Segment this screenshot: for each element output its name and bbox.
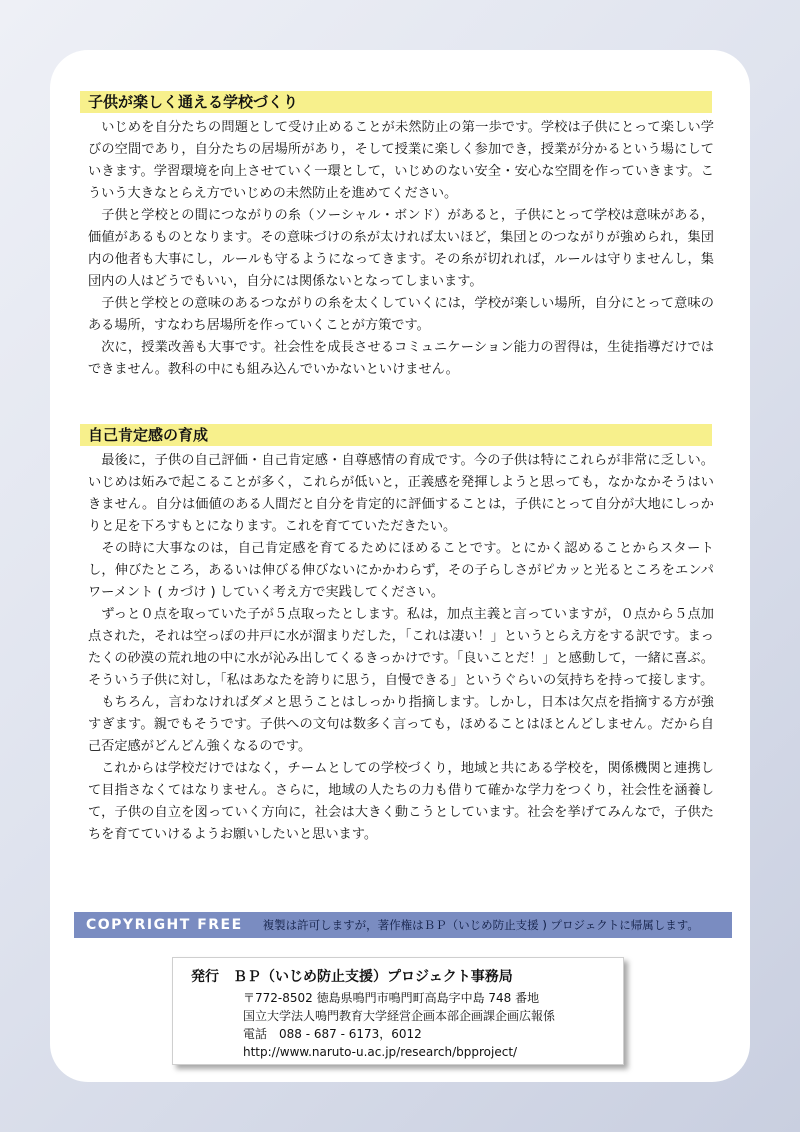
paragraph: いじめを自分たちの問題として受け止めることが未然防止の第一歩です。学校は子供にとって楽しい学びの空間であり，自分たちの居場所があり，そして授業に楽しく参加でき，授業が分かるという場にしていきます。学習環境を向上させていく一環として，いじめのない安全・安心な空間を作っていきます。こういう大きなとらえ方でいじめの未然防止を進めてください。	[88, 120, 714, 201]
publisher-organization: 国立大学法人鳴門教育大学経営企画本部企画課企画広報係	[243, 1009, 556, 1023]
section-heading-school: 子供が楽しく通える学校づくり	[80, 91, 712, 113]
publisher-url[interactable]: http://www.naruto-u.ac.jp/research/bpproject/	[243, 1045, 518, 1059]
copyright-bar	[74, 912, 732, 938]
publisher-label: 発行	[191, 969, 219, 985]
copyright-title: COPYRIGHT FREE	[86, 917, 243, 933]
copyright-note: 複製は許可しますが，著作権はＢＰ（いじめ防止支援 ) プロジェクトに帰属します。	[262, 918, 699, 932]
paragraph: 最後に，子供の自己評価・自己肯定感・自尊感情の育成です。今の子供は特にこれらが非常に乏しい。いじめは妬みで起こることが多く，これらが低いと，正義感を発揮しようと思っても，なかなかそうはいきません。自分は価値のある人間だと自分を肯定的に評価することは，子供にとって自分が大地にしっかりと足を下ろすもとになります。これを育てていただきたい。	[88, 453, 714, 534]
publisher-title	[191, 966, 623, 986]
publisher-address: 〒772-8502 徳島県鳴門市鳴門町高島字中島 748 番地	[243, 991, 540, 1005]
section-heading-self-esteem: 自己肯定感の育成	[80, 424, 712, 446]
paragraph: これからは学校だけではなく，チームとしての学校づくり，地域と共にある学校を，関係機関と連携して目指さなくてはなりません。さらに，地域の人たちの力も借りて確かな学力をつくり，社会性を涵養して，子供の自立を図っていく方向に，社会は大きく動こうとしています。社会を挙げてみんなで，子供たちを育てていけるようお願いしたいと思います。	[88, 761, 714, 842]
section-body-self-esteem	[88, 450, 714, 846]
paragraph: その時に大事なのは，自己肯定感を育てるためにほめることです。とにかく認めることからスタートし，伸びたところ，あるいは伸びる伸びないにかかわらず，その子らしさがピカッと光るところをエンパワーメント ( カづけ ) していく考え方で実践してください。	[88, 541, 714, 600]
publisher-box	[172, 957, 624, 1065]
paragraph: 子供と学校との意味のあるつながりの糸を太くしていくには，学校が楽しい場所，自分にとって意味のある場所，すなわち居場所を作っていくことが方策です。	[88, 296, 714, 333]
publisher-phone: 電話 088 - 687 - 6173，6012	[243, 1027, 422, 1041]
section-body-school	[88, 117, 714, 381]
paragraph: 子供と学校との間につながりの糸（ソーシャル・ボンド）があると，子供にとって学校は意味がある，価値があるものとなります。その意味づけの糸が太ければ太いほど，集団とのつながりが強められ，集団内の他者も大事にし，ルールも守るようになってきます。その糸が切れれば，ルールは守りませんし，集団内の人はどうでもいい，自分には関係ないとなってしまいます。	[88, 208, 714, 289]
paragraph: 次に，授業改善も大事です。社会性を成長させるコミュニケーション能力の習得は，生徒指導だけではできません。教科の中にも組み込んでいかないといけません。	[88, 340, 714, 377]
publisher-name: ＢＰ（いじめ防止支援）プロジェクト事務局	[233, 969, 513, 985]
paragraph: もちろん，言わなければダメと思うことはしっかり指摘します。しかし，日本は欠点を指摘する方が強すぎます。親でもそうです。子供への文句は数多く言っても，ほめることはほとんどしません。だから自己否定感がどんどん強くなるのです。	[88, 695, 714, 754]
paragraph: ずっと０点を取っていた子が５点取ったとします。私は，加点主義と言っていますが，０点から５点加点された，それは空っぽの井戸に水が溜まりだした，「これは凄い！」というとらえ方をする訳です。まったくの砂漠の荒れ地の中に水が沁み出してくるきっかけです。「良いことだ！」と感動して，一緒に喜ぶ。そういう子供に対し，「私はあなたを誇りに思う，自慢できる」というぐらいの気持ちを持って接します。	[88, 607, 714, 688]
